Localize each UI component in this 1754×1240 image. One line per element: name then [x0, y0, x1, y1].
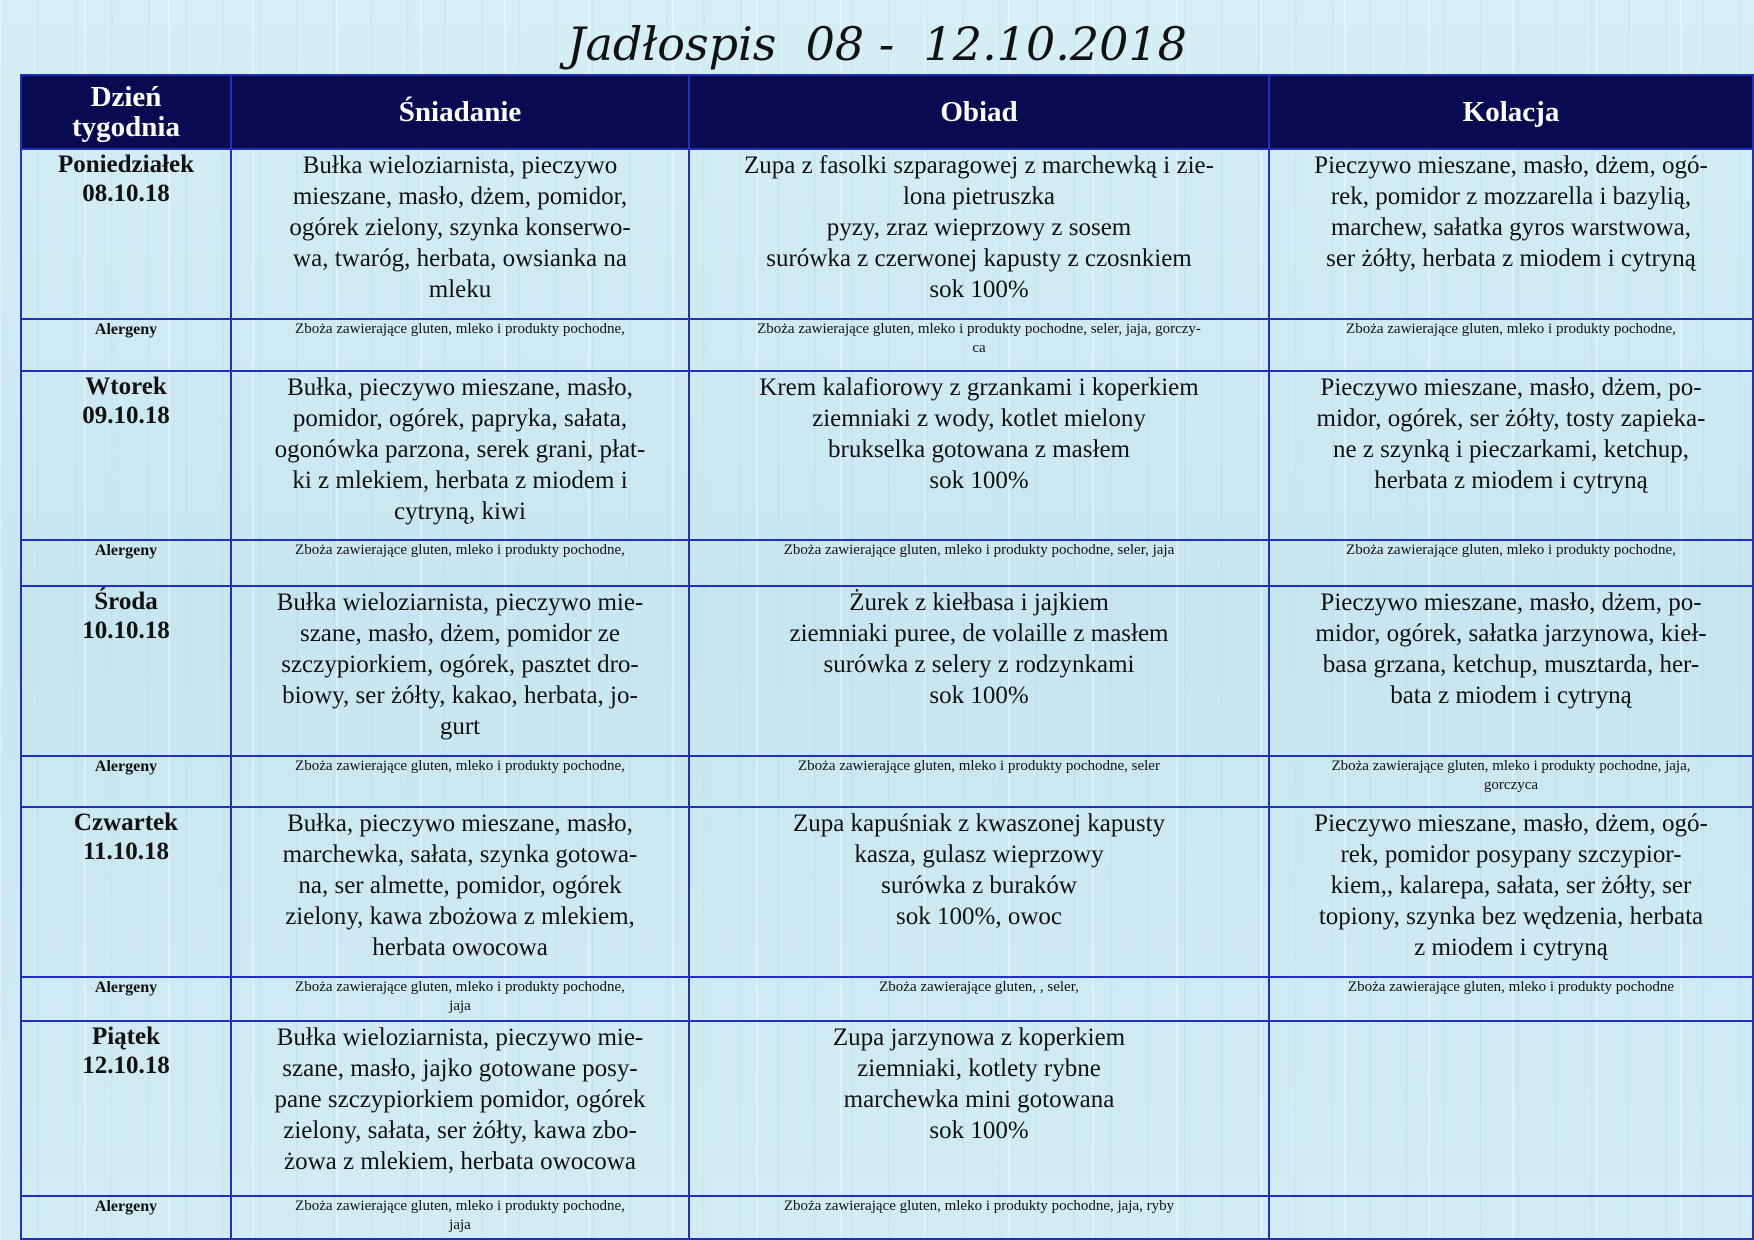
- text-line: sok 100%: [929, 466, 1029, 494]
- text-line: szane, masło, dżem, pomidor ze: [299, 619, 621, 647]
- text-line: surówka z selery z rodzynkami: [823, 650, 1135, 678]
- allergens-label: Alergeny: [21, 319, 231, 371]
- supper-allergens: [1269, 1196, 1753, 1239]
- allergens-row: [21, 319, 1753, 371]
- menu-table: [20, 74, 1754, 1240]
- supper-allergens: [1269, 540, 1753, 585]
- text-line: surówka z buraków: [881, 872, 1077, 900]
- allergens-row: [21, 1196, 1753, 1239]
- text-line: zielony, sałata, ser żółty, kawa zbo-: [283, 1116, 637, 1144]
- text-line: Bułka, pieczywo mieszane, masło,: [287, 373, 633, 401]
- text-line: pomidor, ogórek, papryka, sałata,: [292, 404, 628, 432]
- text-line: Zupa jarzynowa z koperkiem: [832, 1023, 1126, 1051]
- breakfast-allergens: [231, 319, 689, 371]
- supper-cell: [1269, 371, 1753, 541]
- day-cell: [21, 586, 231, 756]
- day-date: 08.10.18: [82, 180, 170, 207]
- lunch-cell: [689, 586, 1269, 756]
- supper-cell: [1269, 149, 1753, 319]
- text-line: gurt: [439, 712, 481, 740]
- header-lunch: Obiad: [689, 75, 1269, 149]
- text-line: ziemniaki, kotlety rybne: [857, 1054, 1101, 1082]
- day-row: [21, 149, 1753, 319]
- text-line: kiem,, kalarepa, sałata, ser żółty, ser: [1330, 872, 1692, 900]
- day-date: 09.10.18: [82, 401, 170, 429]
- lunch-cell: [689, 807, 1269, 977]
- day-date: 10.10.18: [82, 616, 170, 644]
- text-line: szczypiorkiem, ogórek, pasztet dro-: [281, 650, 639, 678]
- header-row: [21, 75, 1753, 149]
- text-line: Zboża zawierające gluten, mleko i produkty pochodne,: [1346, 320, 1676, 337]
- text-line: Pieczywo mieszane, masło, dżem, po-: [1320, 588, 1702, 616]
- day-date: 12.10.18: [82, 1051, 170, 1079]
- text-line: ziemniaki z wody, kotlet mielony: [812, 404, 1146, 432]
- supper-cell: [1269, 586, 1753, 756]
- allergens-label: Alergeny: [21, 756, 231, 808]
- breakfast-cell: [231, 807, 689, 977]
- day-cell: [21, 807, 231, 977]
- text-line: z miodem i cytryną: [1414, 934, 1608, 962]
- page-title: Jadłospis 08 - 12.10.2018: [567, 17, 1187, 71]
- text-line: Bułka, pieczywo mieszane, masło,: [287, 810, 633, 838]
- allergens-row: [21, 977, 1753, 1020]
- day-name: Poniedziałek: [57, 151, 195, 178]
- text-line: gorczyca: [1483, 776, 1539, 793]
- lunch-allergens: [689, 540, 1269, 585]
- header-day: Dzień tygodnia: [21, 75, 231, 149]
- breakfast-cell: [231, 1021, 689, 1196]
- day-cell: [21, 1021, 231, 1196]
- text-line: topiony, szynka bez wędzenia, herbata: [1318, 903, 1704, 931]
- text-line: Zboża zawierające gluten, mleko i produkty pochodne,: [295, 979, 625, 996]
- text-line: pyzy, zraz wieprzowy z sosem: [826, 214, 1132, 241]
- breakfast-allergens: [231, 977, 689, 1020]
- text-line: rek, pomidor posypany szczypior-: [1340, 841, 1682, 869]
- text-line: zielony, kawa zbożowa z mlekiem,: [285, 903, 635, 931]
- supper-allergens: [1269, 977, 1753, 1020]
- allergens-label: Alergeny: [21, 540, 231, 585]
- day-row: [21, 807, 1753, 977]
- text-line: ne z szynką i pieczarkami, ketchup,: [1332, 435, 1690, 463]
- text-line: Żurek z kiełbasa i jajkiem: [849, 588, 1109, 616]
- text-line: Bułka wieloziarnista, pieczywo: [302, 152, 618, 179]
- header-breakfast: Śniadanie: [231, 75, 689, 149]
- day-name: Środa: [94, 587, 158, 615]
- text-line: Zboża zawierające gluten, mleko i produkty pochodne: [1347, 979, 1675, 996]
- text-line: Zboża zawierające gluten, mleko i produkty pochodne, seler: [798, 757, 1160, 774]
- text-line: Zboża zawierające gluten, mleko i produkty pochodne,: [295, 320, 625, 337]
- text-line: ki z mlekiem, herbata z miodem i: [292, 466, 628, 494]
- breakfast-allergens: [231, 540, 689, 585]
- day-name: Piątek: [91, 1022, 161, 1050]
- text-line: rek, pomidor z mozzarella i bazylią,: [1330, 183, 1692, 210]
- breakfast-allergens: [231, 756, 689, 808]
- text-line: sok 100%: [929, 276, 1029, 303]
- text-line: bata z miodem i cytryną: [1390, 681, 1632, 709]
- allergens-row: [21, 756, 1753, 808]
- text-line: Zboża zawierające gluten, , seler,: [879, 979, 1079, 996]
- text-line: marchew, sałatka gyros warstwowa,: [1330, 214, 1692, 241]
- text-line: ogonówka parzona, serek grani, płat-: [274, 435, 646, 463]
- day-cell: [21, 371, 231, 541]
- text-line: Krem kalafiorowy z grzankami i koperkiem: [759, 373, 1199, 401]
- breakfast-cell: [231, 586, 689, 756]
- lunch-allergens: [689, 1196, 1269, 1239]
- text-line: ser żółty, herbata z miodem i cytryną: [1326, 245, 1696, 272]
- lunch-allergens: [689, 319, 1269, 371]
- breakfast-allergens: [231, 1196, 689, 1239]
- text-line: kasza, gulasz wieprzowy: [854, 841, 1104, 869]
- day-name: Czwartek: [73, 809, 179, 837]
- text-line: cytryną, kiwi: [394, 497, 526, 525]
- text-line: żowa z mlekiem, herbata owocowa: [284, 1147, 636, 1175]
- text-line: wa, twaróg, herbata, owsianka na: [293, 245, 627, 272]
- text-line: brukselka gotowana z masłem: [828, 435, 1130, 463]
- text-line: Pieczywo mieszane, masło, dżem, ogó-: [1314, 810, 1708, 838]
- text-line: lona pietruszka: [902, 183, 1056, 210]
- text-line: sok 100%: [929, 681, 1029, 709]
- supper-allergens: [1269, 319, 1753, 371]
- text-line: sok 100%, owoc: [896, 903, 1062, 931]
- allergens-label: Alergeny: [21, 1196, 231, 1239]
- text-line: Zupa z fasolki szparagowej z marchewką i zie-: [744, 152, 1214, 179]
- supper-cell: [1269, 807, 1753, 977]
- text-line: Zboża zawierające gluten, mleko i produkty pochodne, seler, jaja, gorczy-: [757, 320, 1201, 337]
- text-line: szane, masło, jajko gotowane posy-: [282, 1054, 638, 1082]
- day-row: [21, 1021, 1753, 1196]
- supper-cell: [1269, 1021, 1753, 1196]
- lunch-cell: [689, 371, 1269, 541]
- text-line: jaja: [449, 998, 471, 1015]
- text-line: Zboża zawierające gluten, mleko i produkty pochodne,: [295, 757, 625, 774]
- text-line: Pieczywo mieszane, masło, dżem, ogó-: [1314, 152, 1708, 179]
- text-line: Zboża zawierające gluten, mleko i produkty pochodne,: [295, 542, 625, 559]
- text-line: jaja: [449, 1216, 471, 1233]
- text-line: Bułka wieloziarnista, pieczywo mie-: [276, 588, 644, 616]
- text-line: midor, ogórek, ser żółty, tosty zapieka-: [1316, 404, 1706, 432]
- day-row: [21, 371, 1753, 541]
- day-cell: [21, 149, 231, 319]
- text-line: basa grzana, ketchup, musztarda, her-: [1322, 650, 1700, 678]
- text-line: marchewka mini gotowana: [843, 1085, 1115, 1113]
- lunch-cell: [689, 1021, 1269, 1196]
- text-line: ogórek zielony, szynka konserwo-: [289, 214, 631, 241]
- text-line: midor, ogórek, sałatka jarzynowa, kieł-: [1315, 619, 1707, 647]
- text-line: marchewka, sałata, szynka gotowa-: [282, 841, 638, 869]
- text-line: Zboża zawierające gluten, mleko i produkty pochodne,: [1346, 542, 1676, 559]
- text-line: ca: [972, 339, 986, 356]
- text-line: mleku: [428, 276, 492, 303]
- allergens-label: Alergeny: [21, 977, 231, 1020]
- text-line: na, ser almette, pomidor, ogórek: [298, 872, 622, 900]
- text-line: Zboża zawierające gluten, mleko i produkty pochodne,: [295, 1197, 625, 1214]
- text-line: Pieczywo mieszane, masło, dżem, po-: [1320, 373, 1702, 401]
- text-line: Zboża zawierające gluten, mleko i produkty pochodne, seler, jaja: [783, 542, 1175, 559]
- day-name: Wtorek: [85, 372, 167, 400]
- text-line: pane szczypiorkiem pomidor, ogórek: [274, 1085, 646, 1113]
- allergens-row: [21, 540, 1753, 585]
- text-line: Zboża zawierające gluten, mleko i produkty pochodne, jaja,: [1331, 757, 1691, 774]
- lunch-cell: [689, 149, 1269, 319]
- text-line: surówka z czerwonej kapusty z czosnkiem: [766, 245, 1192, 272]
- text-line: herbata z miodem i cytryną: [1374, 466, 1648, 494]
- lunch-allergens: [689, 977, 1269, 1020]
- breakfast-cell: [231, 371, 689, 541]
- day-date: 11.10.18: [82, 838, 170, 866]
- breakfast-cell: [231, 149, 689, 319]
- text-line: sok 100%: [929, 1116, 1029, 1144]
- text-line: Zboża zawierające gluten, mleko i produkty pochodne, jaja, ryby: [783, 1197, 1175, 1214]
- text-line: Zupa kapuśniak z kwaszonej kapusty: [792, 810, 1166, 838]
- text-line: Bułka wieloziarnista, pieczywo mie-: [276, 1023, 644, 1051]
- text-line: biowy, ser żółty, kakao, herbata, jo-: [282, 681, 638, 709]
- text-line: mieszane, masło, dżem, pomidor,: [292, 183, 628, 210]
- header-supper: Kolacja: [1269, 75, 1753, 149]
- text-line: ziemniaki puree, de volaille z masłem: [789, 619, 1169, 647]
- lunch-allergens: [689, 756, 1269, 808]
- day-row: [21, 586, 1753, 756]
- text-line: herbata owocowa: [372, 934, 548, 962]
- supper-allergens: [1269, 756, 1753, 808]
